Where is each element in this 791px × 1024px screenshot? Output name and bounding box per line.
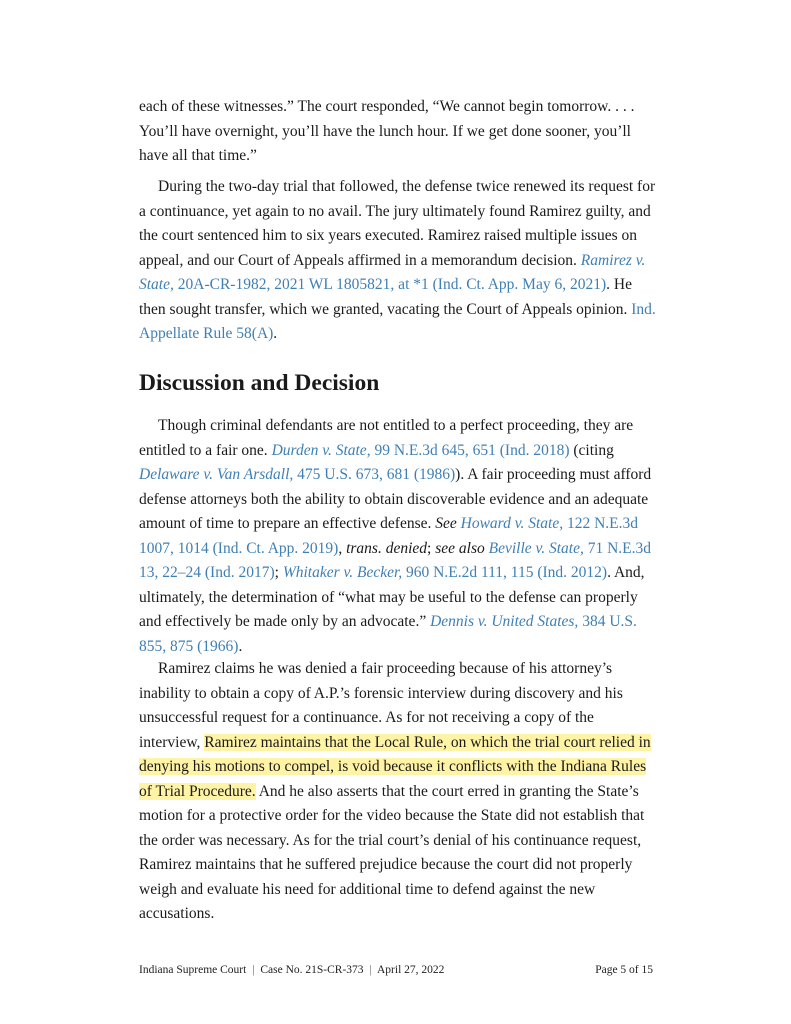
signal-see: See: [435, 515, 457, 532]
footer-left: [139, 962, 444, 978]
trans-denied: trans. denied: [346, 539, 428, 557]
citation-dennis-v-united-states[interactable]: Dennis v. United States, 384 U.S. 855, 875 (1966): [139, 613, 637, 655]
footer-separator: |: [369, 964, 372, 976]
section-heading: Discussion and Decision: [139, 370, 380, 396]
citation-whitaker-v-becker[interactable]: Whitaker v. Becker, 960 N.E.2d 111, 115 (Ind. 2012): [282, 564, 608, 581]
highlighted-passage: Ramirez maintains that the Local Rule, on which the trial court relied in denying his motions to compel, is void because it conflicts with the Indiana Rules of Trial Procedure.: [139, 733, 651, 800]
footer-case-number: Case No. 21S-CR-373: [260, 964, 364, 976]
paragraph-1: [139, 95, 659, 169]
signal-see-also: see also: [435, 539, 485, 557]
citation-durden-v-state[interactable]: Durden v. State, 99 N.E.3d 645, 651 (Ind. 2018): [271, 441, 570, 459]
citation-beville-v-state[interactable]: Beville v. State, 71 N.E.3d 13, 22–24 (Ind. 2017): [139, 539, 652, 581]
footer-separator: |: [252, 964, 255, 976]
paragraph-4: Ramirez claims he was denied a fair proceeding because of his attorney’s inability to obtain a copy of A.P.’s forensic interview during discovery and his unsuccessful request for a continuance. As for not receiving a copy of the interview, Ramirez maintains that the Local Rule, on which the trial court relied in denying his motions to compel, is void because it conflicts with the Indiana Rules of Trial Procedure. And he also asserts that the court erred in granting the State’s motion for a protective order for the video because the State did not establish that the order was necessary. As for the trial court’s denial of his continuance request, Ramirez maintains that he suffered prejudice because the court did not properly weigh and evaluate his need for additional time to defend against the new accusations.: [139, 660, 651, 922]
paragraph-1-text: each of these witnesses.” The court responded, “We cannot begin tomorrow. . . . You’ll have overnight, you’ll have the lunch hour. If we get done sooner, you’ll have all that time.”: [139, 98, 635, 164]
citation-ramirez-v-state[interactable]: Ramirez v. State, 20A-CR-1982, 2021 WL 1805821, at *1 (Ind. Ct. App. May 6, 2021): [139, 251, 646, 293]
citation-appellate-rule-58a[interactable]: Ind. Appellate Rule 58(A): [139, 300, 656, 342]
citation-howard-v-state[interactable]: Howard v. State, 122 N.E.3d 1007, 1014 (Ind. Ct. App. 2019): [139, 515, 639, 557]
footer-date: April 27, 2022: [377, 964, 445, 976]
paragraph-2: During the two-day trial that followed, the defense twice renewed its request for a continuance, yet again to no avail. The jury ultimately found Ramirez guilty, and the court sentenced him to six years executed. Ramirez raised multiple issues on appeal, and our Court of Appeals affirmed in a memorandum decision. Ramirez v. State, 20A-CR-1982, 2021 WL 1805821, at *1 (Ind. Ct. App. May 6, 2021). He then sought transfer, which we granted, vacating the Court of Appeals opinion. Ind. Appellate Rule 58(A).: [139, 178, 656, 342]
citation-delaware-v-van-arsdall[interactable]: Delaware v. Van Arsdall, 475 U.S. 673, 681 (1986): [139, 466, 456, 483]
paragraph-3: Though criminal defendants are not entitled to a perfect proceeding, they are entitled to a fair one. Durden v. State, 99 N.E.3d 645, 651 (Ind. 2018) (citing Delaware v. Van Arsdall, 475 U.S. 673, 681 (1986)). A fair proceeding must afford defense attorneys both the ability to obtain discoverable evidence and an adequate amount of time to prepare an effective defense. See Howard v. State, 122 N.E.3d 1007, 1014 (Ind. Ct. App. 2019), trans. denied; see also Beville v. State, 71 N.E.3d 13, 22–24 (Ind. 2017); Whitaker v. Becker, 960 N.E.2d 111, 115 (Ind. 2012). And, ultimately, the determination of “what may be useful to the defense can properly and effectively be made only by an advocate.” Dennis v. United States, 384 U.S. 855, 875 (1966).: [139, 417, 652, 655]
footer-court-name: Indiana Supreme Court: [139, 964, 247, 976]
footer-page-number: Page 5 of 15: [595, 964, 653, 976]
